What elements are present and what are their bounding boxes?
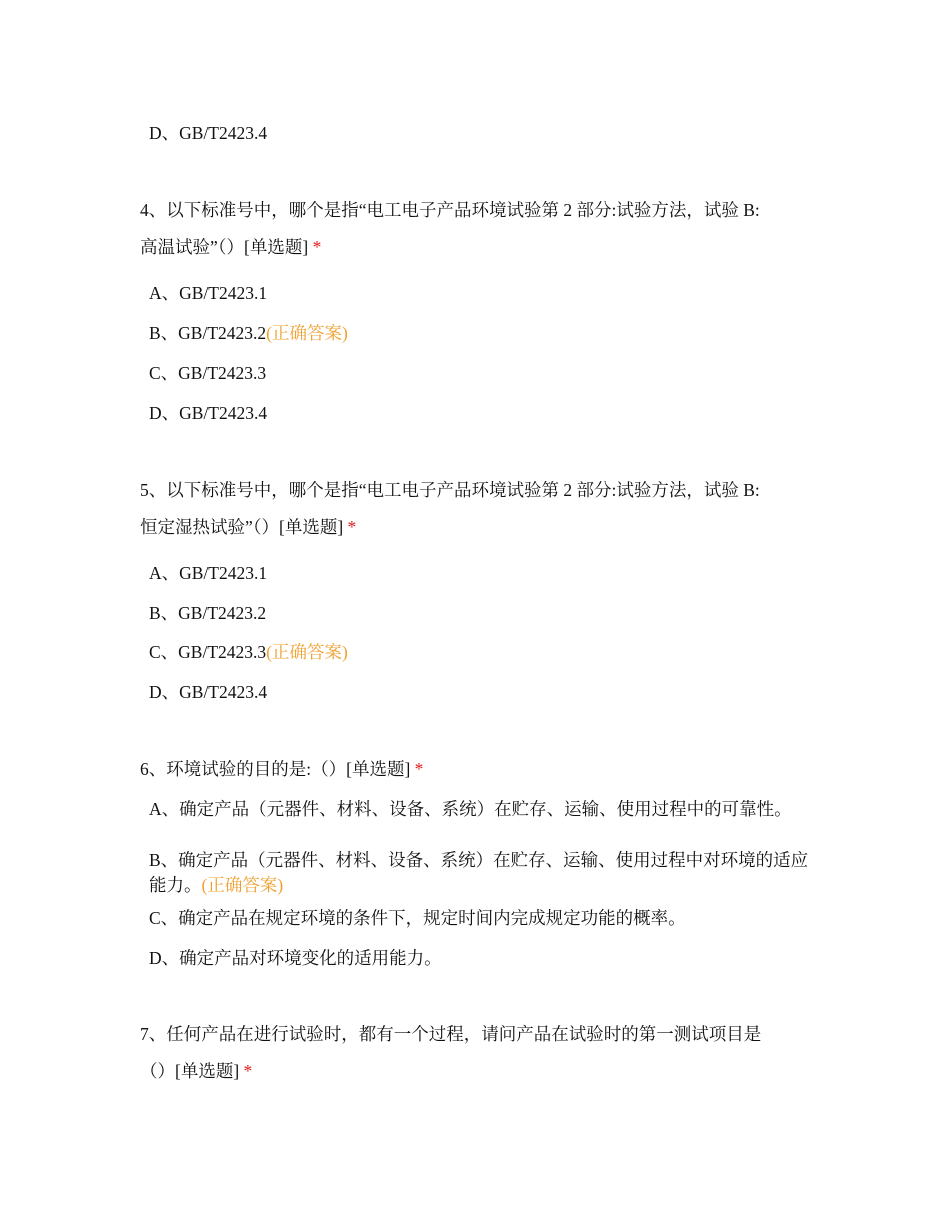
option-text: D、确定产品对环境变化的适用能力。: [149, 948, 442, 968]
correct-answer-badge: (正确答案): [201, 875, 284, 895]
option-text: A、GB/T2423.1: [149, 563, 268, 583]
q4-option-a: [149, 281, 809, 306]
q4-option-d: [149, 401, 809, 426]
q6-option-c: [149, 906, 809, 931]
required-asterisk: *: [312, 237, 322, 257]
q3-option-d: [149, 121, 809, 146]
question-text-line1: 5、以下标准号中，哪个是指“电工电子产品环境试验第 2 部分:试验方法，试验 B:: [140, 480, 760, 500]
required-asterisk: *: [414, 759, 424, 779]
q4-option-b: [149, 321, 809, 346]
question-text-line2: 高温试验”（）[单选题]: [140, 237, 309, 257]
q5-title: [140, 472, 810, 546]
q6-option-b: [149, 848, 809, 898]
option-text: B、GB/T2423.2: [149, 323, 267, 343]
required-asterisk: *: [243, 1061, 253, 1081]
option-text: A、确定产品（元器件、材料、设备、系统）在贮存、运输、使用过程中的可靠性。: [149, 799, 792, 819]
option-text: D、GB/T2423.4: [149, 682, 268, 702]
correct-answer-badge: (正确答案): [266, 323, 348, 343]
q5-option-d: [149, 680, 809, 705]
question-text-line1: 7、任何产品在进行试验时，都有一个过程，请问产品在试验时的第一测试项目是: [140, 1024, 762, 1044]
q4-option-c: [149, 361, 809, 386]
option-text: C、确定产品在规定环境的条件下，规定时间内完成规定功能的概率。: [149, 908, 686, 928]
option-text: A、GB/T2423.1: [149, 283, 268, 303]
option-text: B、GB/T2423.2: [149, 603, 267, 623]
q7-title: [140, 1016, 810, 1090]
option-text: D、GB/T2423.4: [149, 123, 268, 143]
q6-option-a: [149, 797, 809, 822]
question-text-line2: 恒定湿热试验”（）[单选题]: [140, 517, 344, 537]
option-text: B、确定产品（元器件、材料、设备、系统）在贮存、运输、使用过程中对环境的适应能力。: [149, 850, 809, 895]
q6-option-d: [149, 946, 809, 971]
option-text: D、GB/T2423.4: [149, 403, 268, 423]
q5-option-a: [149, 561, 809, 586]
question-text-line1: 4、以下标准号中，哪个是指“电工电子产品环境试验第 2 部分:试验方法，试验 B:: [140, 200, 760, 220]
question-text-line2: （）[单选题]: [140, 1061, 240, 1081]
q6-title: [140, 751, 810, 788]
q5-option-b: [149, 601, 809, 626]
option-text: C、GB/T2423.3: [149, 363, 267, 383]
q5-option-c: [149, 640, 809, 665]
correct-answer-badge: (正确答案): [266, 642, 348, 662]
question-text: 6、环境试验的目的是:（）[单选题]: [140, 759, 411, 779]
option-text: C、GB/T2423.3: [149, 642, 267, 662]
q4-title: [140, 192, 810, 266]
required-asterisk: *: [347, 517, 357, 537]
